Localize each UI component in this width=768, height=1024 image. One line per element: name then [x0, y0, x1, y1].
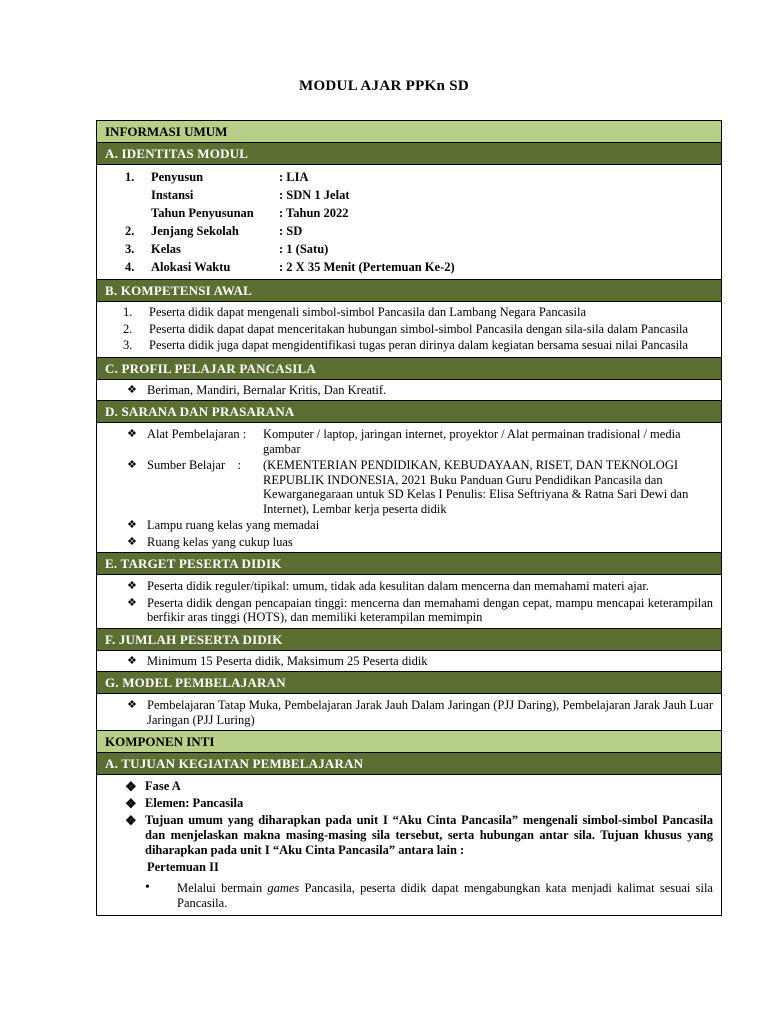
bullet-dot-icon: • — [145, 880, 150, 895]
list-item — [125, 813, 713, 858]
identitas-num — [125, 204, 151, 222]
diamond-bullet-icon: ❖ — [127, 654, 137, 667]
list-text: Peserta didik dengan pencapaian tinggi: mencerna dan memahami dengan cepat, mampu mencapai keterampilan berfikir aras tinggi (HOTS), dan memiliki keterampilan memimpin — [147, 595, 713, 624]
identitas-label: Kelas — [151, 242, 181, 256]
document-title: MODUL AJAR PPKn SD — [299, 78, 469, 94]
section-header-profil: C. PROFIL PELAJAR PANCASILA — [97, 358, 721, 380]
section-header-sarana: D. SARANA DAN PRASARANA — [97, 401, 721, 423]
diamond-bullet-icon: ❖ — [127, 699, 137, 711]
diamond-bullet-icon: ❖ — [127, 535, 137, 548]
elemen-text: Elemen: Pancasila — [145, 796, 244, 810]
sumber-value: (KEMENTERIAN PENDIDIKAN, KEBUDAYAAN, RISET, DAN TEKNOLOGI REPUBLIK INDONESIA, 2021 Buku Panduan Guru Pendidikan Pancasila dan Kewarganegaraan untuk SD Kelas I Penulis: Elisa Seftriyana & Ratna Sari Dewi dan Internet), Lembar kerja peserta didik — [263, 458, 689, 516]
identitas-value: : Tahun 2022 — [279, 206, 349, 220]
pertemuan-heading: Pertemuan II — [147, 860, 219, 874]
sumber-label: Sumber Belajar : — [147, 458, 242, 472]
list-item — [127, 698, 713, 727]
tujuan-text: Tujuan umum yang diharapkan pada unit I “Aku Cinta Pancasila” mengenali simbol-simbol Pancasila dan menjelaskan makna masing-masing sila tersebut, serta hubungan antar sila. Tujuan khusus yang diharapkan pada unit I “Aku Cinta Pancasila” antara lain : — [145, 813, 713, 857]
model-section — [97, 694, 721, 731]
section-header-kompetensi: B. KOMPETENSI AWAL — [97, 280, 721, 302]
diamond-bullet-icon: ❖ — [125, 779, 137, 794]
list-item — [127, 383, 713, 398]
list-number: 3. — [123, 338, 133, 352]
list-text: Beriman, Mandiri, Bernalar Kritis, Dan Kreatif. — [147, 382, 387, 397]
section-header-komponen-inti: KOMPONEN INTI — [97, 731, 721, 753]
pertemuan-text-emphasis: games — [267, 881, 300, 895]
profil-section — [97, 380, 721, 402]
diamond-bullet-icon: ❖ — [125, 813, 137, 828]
identitas-value: : LIA — [279, 170, 309, 184]
identitas-value: : 1 (Satu) — [279, 242, 329, 256]
list-item — [123, 305, 713, 320]
diamond-bullet-icon: ❖ — [127, 580, 137, 592]
diamond-bullet-icon: ❖ — [127, 383, 137, 396]
alat-value: Komputer / laptop, jaringan internet, proyektor / Alat permainan tradisional / media gambar — [263, 427, 681, 456]
list-text: Minimum 15 Peserta didik, Maksimum 25 Peserta didik — [147, 653, 428, 668]
identitas-section — [97, 165, 721, 280]
module-table — [96, 120, 722, 916]
diamond-bullet-icon: ❖ — [125, 796, 137, 811]
list-number: 2. — [123, 321, 133, 336]
identitas-row — [125, 222, 721, 240]
identitas-num: 4. — [125, 260, 135, 274]
list-text: Peserta didik dapat mengenali simbol-simbol Pancasila dan Lambang Negara Pancasila — [149, 305, 587, 319]
list-item — [127, 596, 713, 625]
identitas-value: : SD — [279, 224, 303, 238]
identitas-num: 2. — [125, 224, 135, 238]
list-item — [127, 535, 713, 550]
diamond-bullet-icon: ❖ — [127, 519, 137, 531]
tujuan-section — [97, 775, 721, 915]
sarana-section — [97, 423, 721, 553]
list-text: Peserta didik juga dapat mengidentifikasi tugas peran dirinya dalam kegiatan bersama sesuai nilai Pancasila — [149, 338, 689, 352]
pertemuan-text-part: Pancasila, peserta didik dapat mengabungkan kata menjadi kalimat sesuai sila Pancasila. — [177, 881, 713, 910]
identitas-value: : SDN 1 Jelat — [279, 188, 350, 202]
identitas-num: 1. — [125, 170, 135, 184]
identitas-row — [125, 168, 721, 186]
identitas-row — [125, 240, 721, 258]
section-header-model: G. MODEL PEMBELAJARAN — [97, 672, 721, 694]
identitas-row — [125, 258, 721, 276]
jumlah-section — [97, 651, 721, 673]
diamond-bullet-icon: ❖ — [127, 459, 137, 471]
section-header-target: E. TARGET PESERTA DIDIK — [97, 553, 721, 575]
alat-label: Alat Pembelajaran : — [147, 427, 247, 441]
list-text: Peserta didik reguler/tipikal: umum, tidak ada kesulitan dalam mencerna dan memahami materi ajar. — [147, 579, 649, 593]
diamond-bullet-icon: ❖ — [127, 428, 137, 440]
list-item — [127, 654, 713, 669]
kompetensi-section — [97, 302, 721, 358]
identitas-num: 3. — [125, 242, 135, 256]
list-item — [123, 338, 713, 353]
identitas-label: Instansi — [151, 188, 194, 202]
list-item — [125, 779, 713, 794]
identitas-label: Jenjang Sekolah — [151, 224, 239, 238]
list-text: Peserta didik dapat dapat menceritakan hubungan simbol-simbol Pancasila dengan sila-sila dalam Pancasila — [149, 321, 689, 336]
list-text: Lampu ruang kelas yang memadai — [147, 518, 320, 532]
identitas-row — [125, 204, 721, 222]
identitas-row — [125, 186, 721, 204]
list-item — [127, 427, 713, 456]
target-section — [97, 575, 721, 629]
section-header-jumlah: F. JUMLAH PESERTA DIDIK — [97, 629, 721, 651]
pertemuan-text-part: Melalui bermain — [177, 881, 268, 895]
identitas-label: Penyusun — [151, 170, 204, 184]
identitas-value: : 2 X 35 Menit (Pertemuan Ke-2) — [279, 260, 455, 274]
pertemuan-text — [177, 881, 713, 911]
identitas-label: Tahun Penyusunan — [151, 206, 254, 220]
diamond-bullet-icon: ❖ — [127, 596, 137, 609]
identitas-num — [125, 186, 151, 204]
identitas-label: Alokasi Waktu — [151, 260, 231, 274]
list-number: 1. — [123, 305, 133, 319]
list-item — [127, 458, 713, 516]
list-text: Pembelajaran Tatap Muka, Pembelajaran Jarak Jauh Dalam Jaringan (PJJ Daring), Pembelajaran Jarak Jauh Luar Jaringan (PJJ Luring) — [147, 698, 713, 727]
list-item — [125, 881, 713, 911]
fase-text: Fase A — [145, 779, 181, 793]
list-item — [127, 518, 713, 533]
list-item — [125, 796, 713, 811]
section-header-identitas: A. IDENTITAS MODUL — [97, 143, 721, 165]
section-header-informasi-umum: INFORMASI UMUM — [97, 121, 721, 143]
section-header-tujuan: A. TUJUAN KEGIATAN PEMBELAJARAN — [97, 753, 721, 775]
list-item — [123, 322, 713, 337]
list-text: Ruang kelas yang cukup luas — [147, 534, 293, 549]
list-item — [127, 579, 713, 594]
